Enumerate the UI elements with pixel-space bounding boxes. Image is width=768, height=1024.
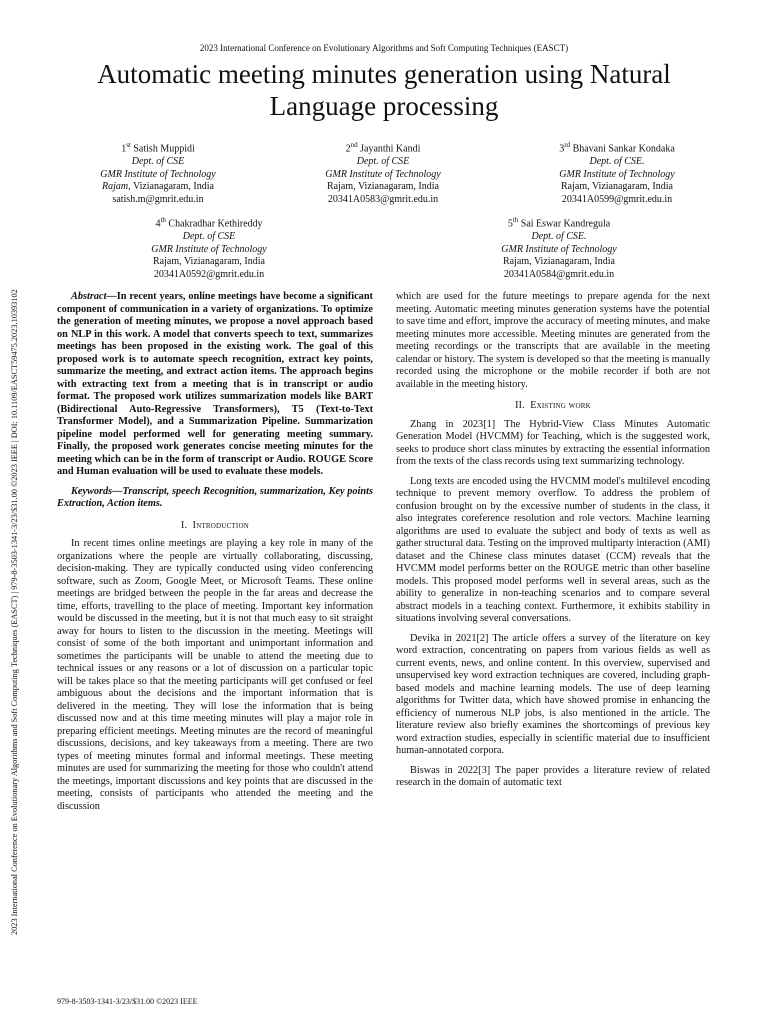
footer-copyright: 979-8-3503-1341-3/23/$31.00 ©2023 IEEE: [57, 997, 198, 1006]
author-1: 1st Satish Muppidi Dept. of CSE GMR Institute of Technology Rajam, Vizianagaram, India satish.m@gmrit.edu.in: [58, 139, 258, 206]
author-email: 20341A0583@gmrit.edu.in: [327, 193, 439, 205]
paragraph-hvcmm: Long texts are encoded using the HVCMM model's multilevel encoding technique to prevent memory overflow. To address the problem of confusion brought on by the excessive number of students in the class, it also integrates coreference resolution and role vectors. Machine learning algorithms are used to evaluate the subject and body of texts as well as gather structural data. Testing on the improved multiparty interaction (AMI) dataset and the Chinese class minutes dataset (CCM) reveals that the HVCMM model performs better on the ROUGE metric than other baseline models. This proposed model performs well in several areas, such as the ability to generalize in non-teaching scenarios and to compare several abstract models in a teaching context. Furthermore, it exhibits stability in situations involving several conversations.: [396, 475, 710, 624]
author-email: 20341A0592@gmrit.edu.in: [153, 268, 265, 280]
author-3: 3rd Bhavani Sankar Kondaka Dept. of CSE. GMR Institute of Technology Rajam, Vizianagaram, India 20341A0599@gmrit.edu.in: [517, 139, 717, 206]
author-email: 20341A0599@gmrit.edu.in: [561, 193, 673, 205]
author-2: 2nd Jayanthi Kandi Dept. of CSE GMR Institute of Technology Rajam, Vizianagaram, India 20341A0583@gmrit.edu.in: [283, 139, 483, 206]
keywords: Keywords—Transcript, speech Recognition, summarization, Key points Extraction, Action items.: [57, 485, 373, 509]
author-email: 20341A0584@gmrit.edu.in: [503, 268, 615, 280]
section-heading-existing-work: II. Existing work: [515, 400, 591, 411]
author-4: 4th Chakradhar Kethireddy Dept. of CSE GMR Institute of Technology Rajam, Vizianagaram, India 20341A0592@gmrit.edu.in: [109, 214, 309, 281]
author-email: satish.m@gmrit.edu.in: [112, 193, 204, 205]
intro-paragraph: In recent times online meetings are playing a key role in many of the organizations where the people are virtually collaborating, discussing, decision-making. They are typically conducted using video conferencing software, such as Zoom, Google Meet, or Microsoft Teams. These online meetings are bridged between the people in the far areas and decrease the time, efforts, travelling to the place of meeting. Important key information would be discussed in the meeting, but it is not that much easy to sit straight away for hours to listen to the discussion in the meeting. Meetings will consist of some of the both important and unimportant information and sometimes the participants will be unable to attend the meeting due to technical issues or any reasons or a lot of discussion on a particular topic will be takes place so that the meeting participants will get confused or feel ambiguous about the decisions and the important information that is delivered in the meeting. They will lose the information that is being discussed now and at this time meeting minutes will play a major role in preparing efficient meetings. Meeting minutes are the record of meaningful discussions, decisions, and key takeaways from a meeting. There are two types of meeting minutes formal and informal meetings. These meeting minutes are used for summarizing the meeting for those who couldn't attend the meetings, important discussions and key points that are discussed in the meeting, consists of participants who attended the meeting and the discussion: [57, 538, 373, 812]
paragraph-devika: Devika in 2021[2] The article offers a survey of the literature on key word extraction, concentrating on papers from various fields as well as current events, news, and online content. In this overview, supervised and unsupervised key word extraction techniques are covered, including graph-based models and machine learning models. The use of deep learning algorithms for Twitter data, which have showed promise in enhancing the efficiency of numerous NLP jobs, is also mentioned in the article. The literature review also briefly examines the shortcomings of previous key word extraction studies, especially in scientific material due to insufficient human-annotated corpora.: [396, 632, 710, 756]
side-doi-text: 2023 International Conference on Evolutionary Algorithms and Soft Computing Techniques (EASCT) | 979-8-3503-1341-3/23/$31.00 ©2023 IEEE | DOI: 10.1109/EASCT59475.2023.10393102: [10, 289, 19, 935]
abstract: Abstract—In recent years, online meetings have become a significant component of communication in a variety of organizations. To optimize the generation of meeting minutes, we propose a novel approach based on NLP in this work. A model that converts speech to text, summarizes meetings has been proposed in the existing work. The goal of this proposed work is to automate speech recognition, extract key points, summarize the meeting, and extract action items. The approach begins with extracting text from a meeting that is in transcript or audio format. The proposed work utilizes summarization models like BART (Bidirectional Auto-Regressive Transformers), T5 (Text-to-Text Transformer Model), and a Summarization Pipeline. Summarization pipeline model performed well for generating meeting summary. Finally, the proposed work generates concise meeting minutes for the meeting which can be in the form of transcript or Audio. ROUGE Score and Human evaluation will be used to evaluate these models.: [57, 291, 373, 477]
intro-continuation: which are used for the future meetings to prepare agenda for the next meeting. Automatic meeting minutes generation systems have the potential to save time and effort, improve the accuracy of meeting minutes, and make meeting minutes more accessible. Meeting minutes are generated from the meeting recordings or the transcripts that are available in the meeting calendar or history. The system is developed so that the meeting is manually recorded using the microphone or the mobile recorder if both are not available in the meeting history.: [396, 291, 710, 390]
paper-title: Automatic meeting minutes generation using Natural Language processing: [97, 59, 671, 121]
conference-header: 2023 International Conference on Evolutionary Algorithms and Soft Computing Techniques (EASCT): [199, 43, 569, 53]
section-heading-introduction: I. Introduction: [181, 519, 249, 531]
left-column: [57, 291, 373, 820]
author-5: 5th Sai Eswar Kandregula Dept. of CSE. GMR Institute of Technology Rajam, Vizianagaram, India 20341A0584@gmrit.edu.in: [459, 214, 659, 281]
paragraph-biswas: Biswas in 2022[3] The paper provides a literature review of related research in the domain of automatic text: [396, 764, 710, 788]
right-column: [396, 291, 710, 797]
paragraph-zhang: Zhang in 2023[1] The Hybrid-View Class Minutes Automatic Generation Model (HVCMM) for Teaching, which is the suggested work, seeks to produce short class minutes by extracting the essential information from the texts of the class records using text summarizing technology.: [396, 418, 710, 467]
